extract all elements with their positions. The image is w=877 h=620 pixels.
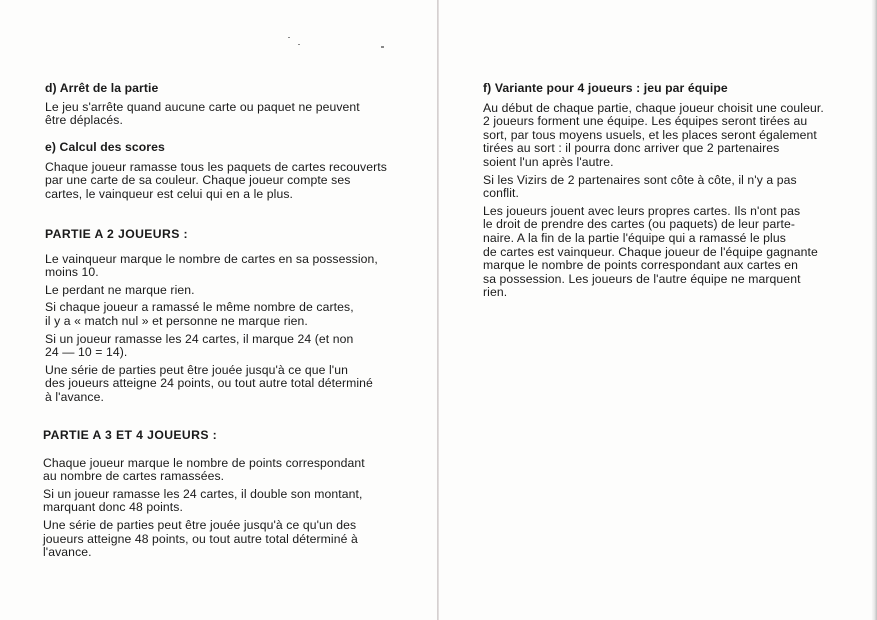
section-e-text: Chaque joueur ramasse tous les paquets de cartes recouverts par une carte de sa couleur. Chaque joueur compte ses cartes, le vainqueur est celui qui en a le plus. [45, 159, 387, 201]
two-players-paragraph: Une série de parties peut être jouée jusqu'à ce que l'un des joueurs atteigne 24 points, ou tout autre total déterminé à l'avance. [45, 362, 373, 404]
section-variante-4-joueurs [483, 82, 839, 300]
two-players-paragraph: Si un joueur ramasse les 24 cartes, il marque 24 (et non 24 — 10 = 14). [45, 331, 354, 360]
section-d-heading [45, 82, 407, 96]
section-d-prefix: d) [45, 81, 57, 95]
section-f-prefix: f) [483, 81, 492, 95]
section-e-title: Calcul des scores [59, 140, 165, 154]
print-speck [288, 37, 290, 38]
three-four-players-paragraph: Chaque joueur marque le nombre de points correspondant au nombre de cartes ramassées. [43, 455, 365, 484]
section-d-text: Le jeu s'arrête quand aucune carte ou paquet ne peuvent être déplacés. [45, 99, 360, 128]
page-fold [437, 0, 439, 620]
section-arret-de-la-partie [45, 82, 407, 128]
section-f-title: Variante pour 4 joueurs : jeu par équipe [494, 81, 728, 95]
two-players-heading: PARTIE A 2 JOUEURS : [45, 227, 188, 241]
section-partie-3-et-4-joueurs [43, 429, 403, 560]
print-speck [381, 46, 384, 48]
print-speck [298, 44, 300, 45]
three-four-players-paragraph: Une série de parties peut être jouée jusqu'à ce qu'un des joueurs atteigne 48 points, ou tout autre total déterminé à l'avance. [43, 517, 358, 560]
section-d-title: Arrêt de la partie [59, 81, 159, 95]
three-four-players-paragraph: Si un joueur ramasse les 24 cartes, il double son montant, marquant donc 48 points. [43, 486, 363, 515]
section-f-paragraph: Les joueurs jouent avec leurs propres cartes. Ils n'ont pas le droit de prendre des cartes (ou paquets) de leur parte- naire. A la fin de la partie l'équipe qui a ramassé le plus de cartes est vainqueur. Chaque joueur de l'équipe gagnante marque le nombre de points correspondant aux cartes en sa possession. Les joueurs de l'autre équipe ne marquent rien. [483, 203, 818, 300]
section-e-prefix: e) [45, 140, 57, 154]
section-f-heading [483, 82, 839, 96]
section-partie-2-joueurs [45, 228, 407, 405]
two-players-paragraph: Le vainqueur marque le nombre de cartes en sa possession, moins 10. [45, 251, 378, 280]
section-e-heading [45, 141, 407, 155]
three-four-players-heading: PARTIE A 3 ET 4 JOUEURS : [43, 428, 218, 442]
page-edge-shadow [871, 0, 877, 620]
section-calcul-des-scores [45, 141, 407, 201]
two-players-paragraph: Le perdant ne marque rien. [45, 282, 195, 297]
section-f-paragraph: Au début de chaque partie, chaque joueur choisit une couleur. 2 joueurs forment une équipe. Les équipes seront tirées au sort, par tous moyens usuels, et les places seront également tirées au sort : il pourra donc arriver que 2 partenaires soient l'un après l'autre. [483, 100, 824, 169]
two-players-paragraph: Si chaque joueur a ramassé le même nombre de cartes, il y a « match nul » et personne ne marque rien. [45, 300, 354, 328]
section-f-paragraph: Si les Vizirs de 2 partenaires sont côte à côte, il n'y a pas conflit. [483, 172, 797, 201]
